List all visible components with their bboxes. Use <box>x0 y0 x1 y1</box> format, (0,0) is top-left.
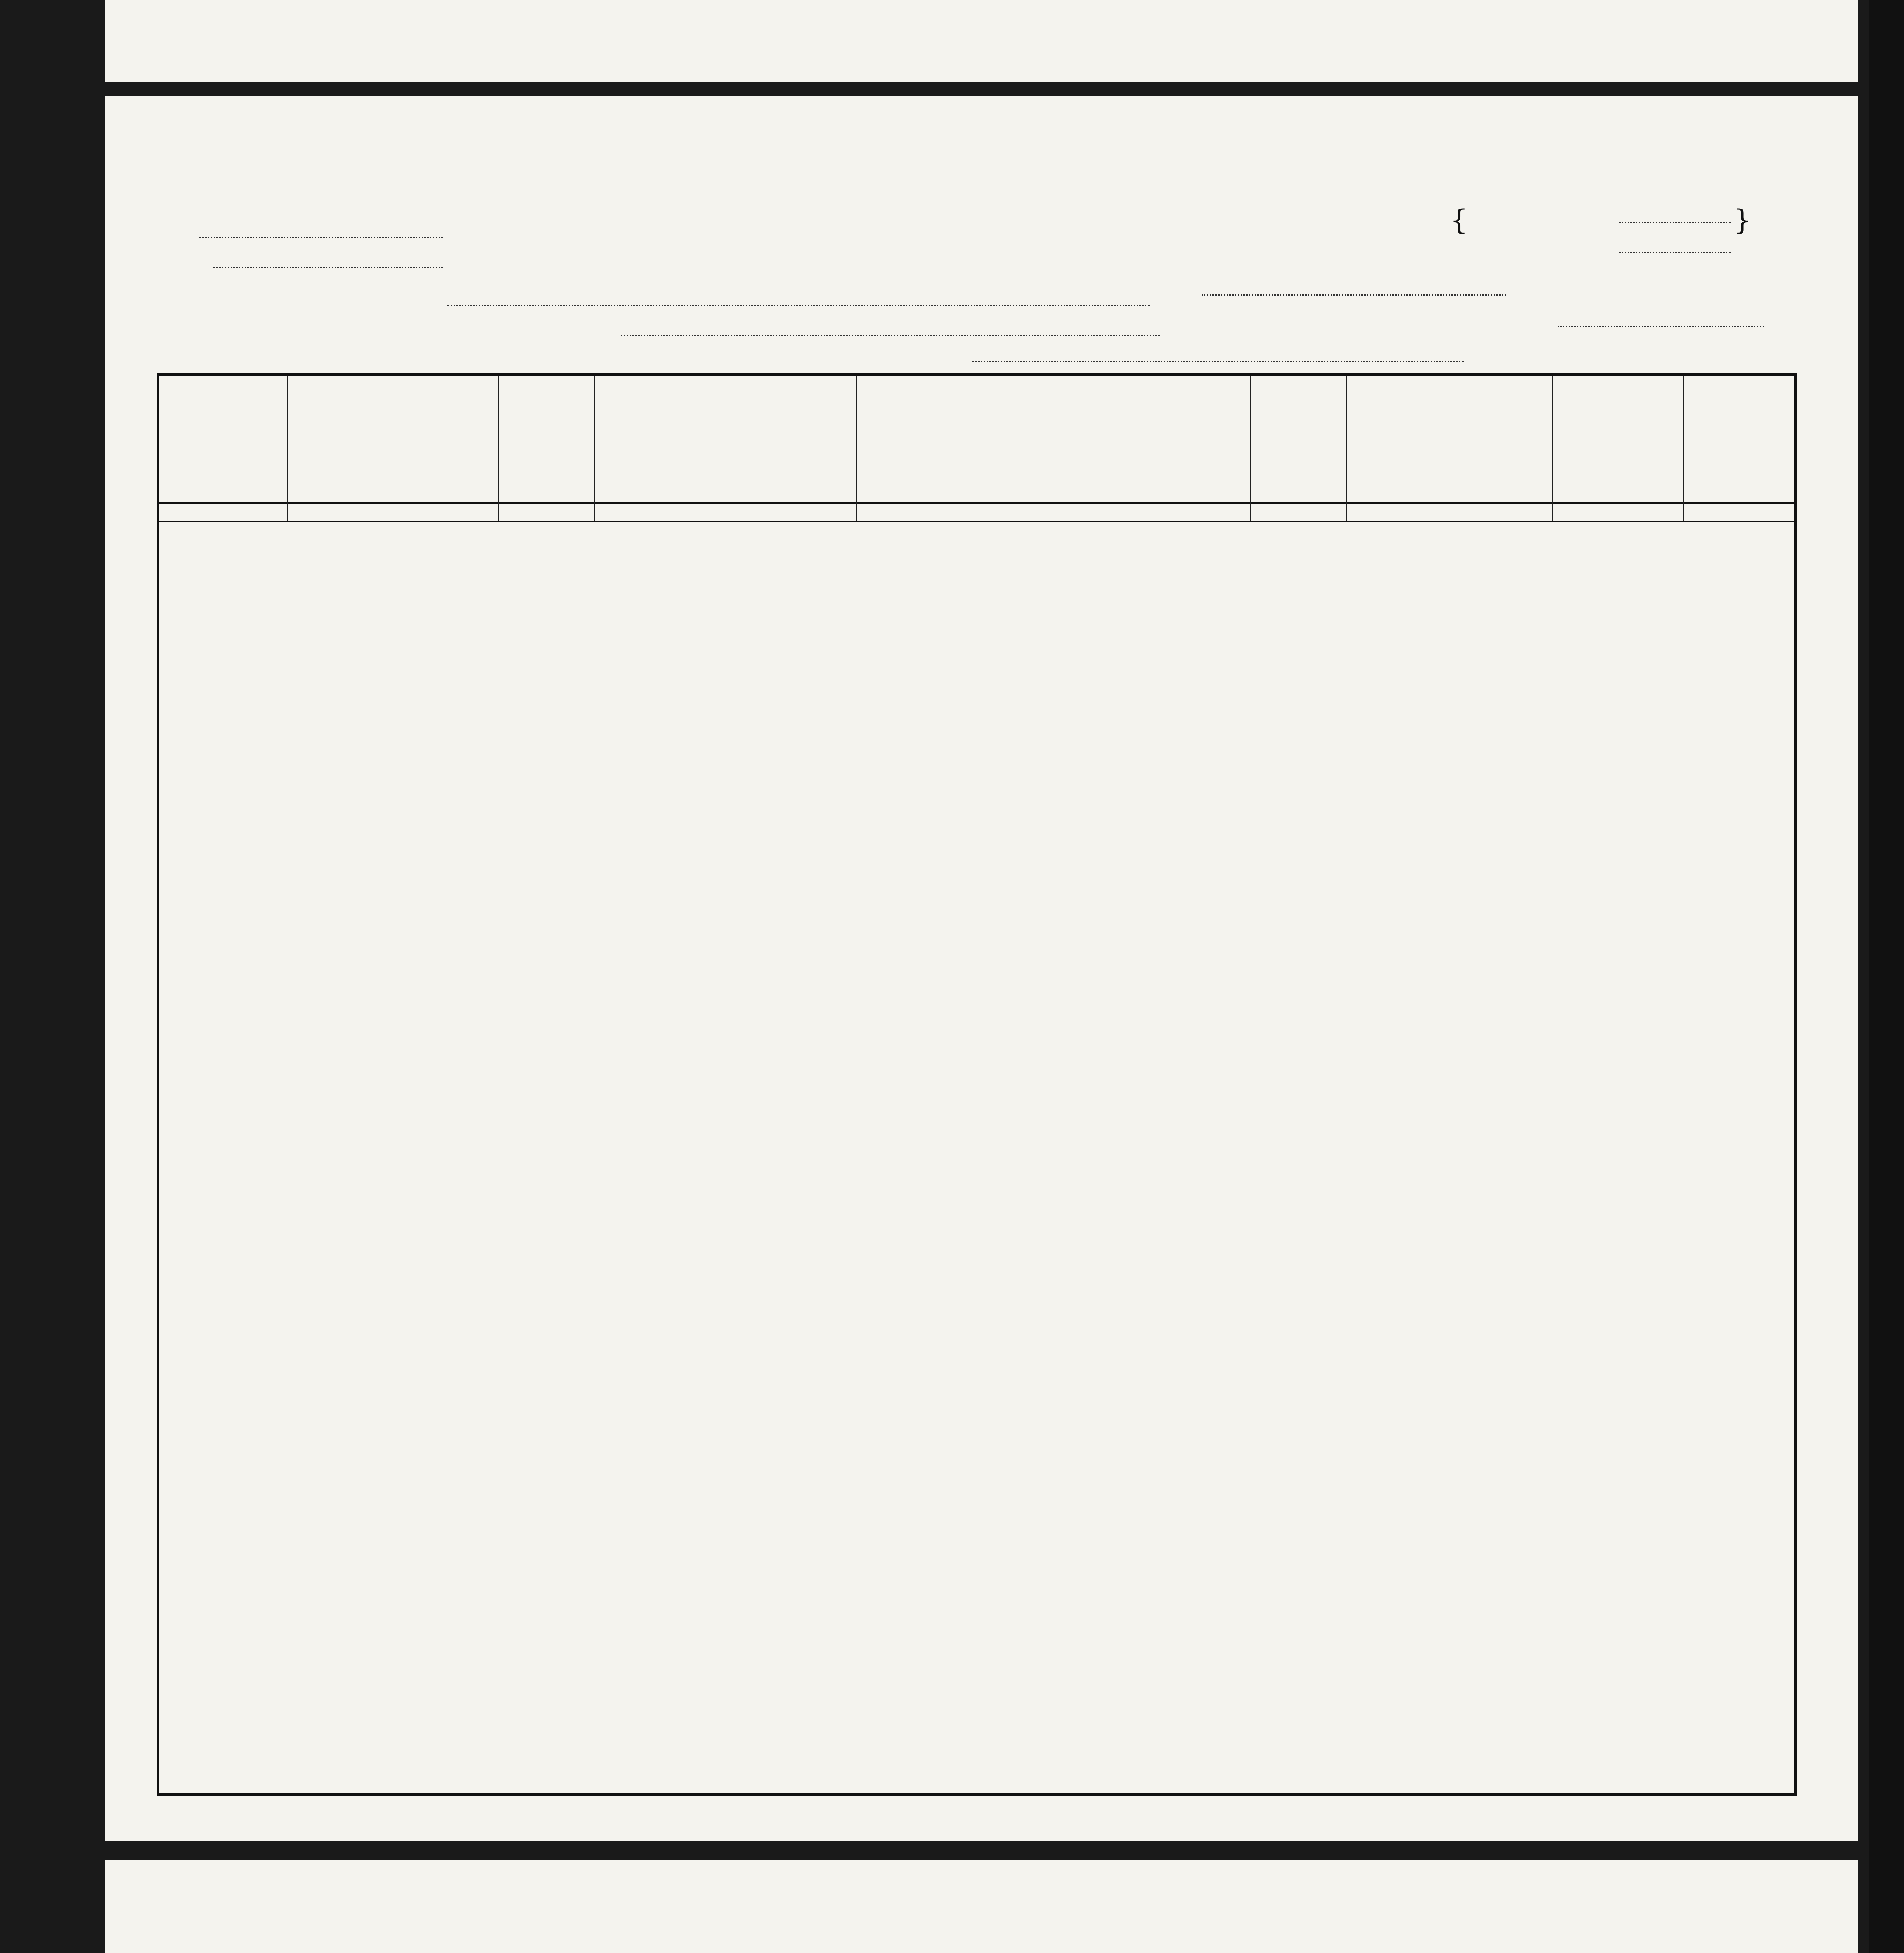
col-name <box>288 376 498 381</box>
col-citizenship <box>1251 376 1346 381</box>
col-personal <box>595 376 856 381</box>
table-header <box>159 376 1794 504</box>
col-nativity <box>857 376 1250 381</box>
next-sheet-fragment <box>105 1860 1858 1953</box>
census-table <box>157 373 1797 1796</box>
col-relation <box>499 376 594 381</box>
col-ownership <box>1684 376 1794 381</box>
col-occupation <box>1347 376 1552 381</box>
previous-sheet-fragment <box>105 0 1858 82</box>
col-location <box>159 376 287 381</box>
film-edge-strip <box>1869 0 1904 1953</box>
census-sheet: { } <box>105 96 1858 1841</box>
col-education <box>1553 376 1683 381</box>
column-numbers <box>159 502 1794 522</box>
